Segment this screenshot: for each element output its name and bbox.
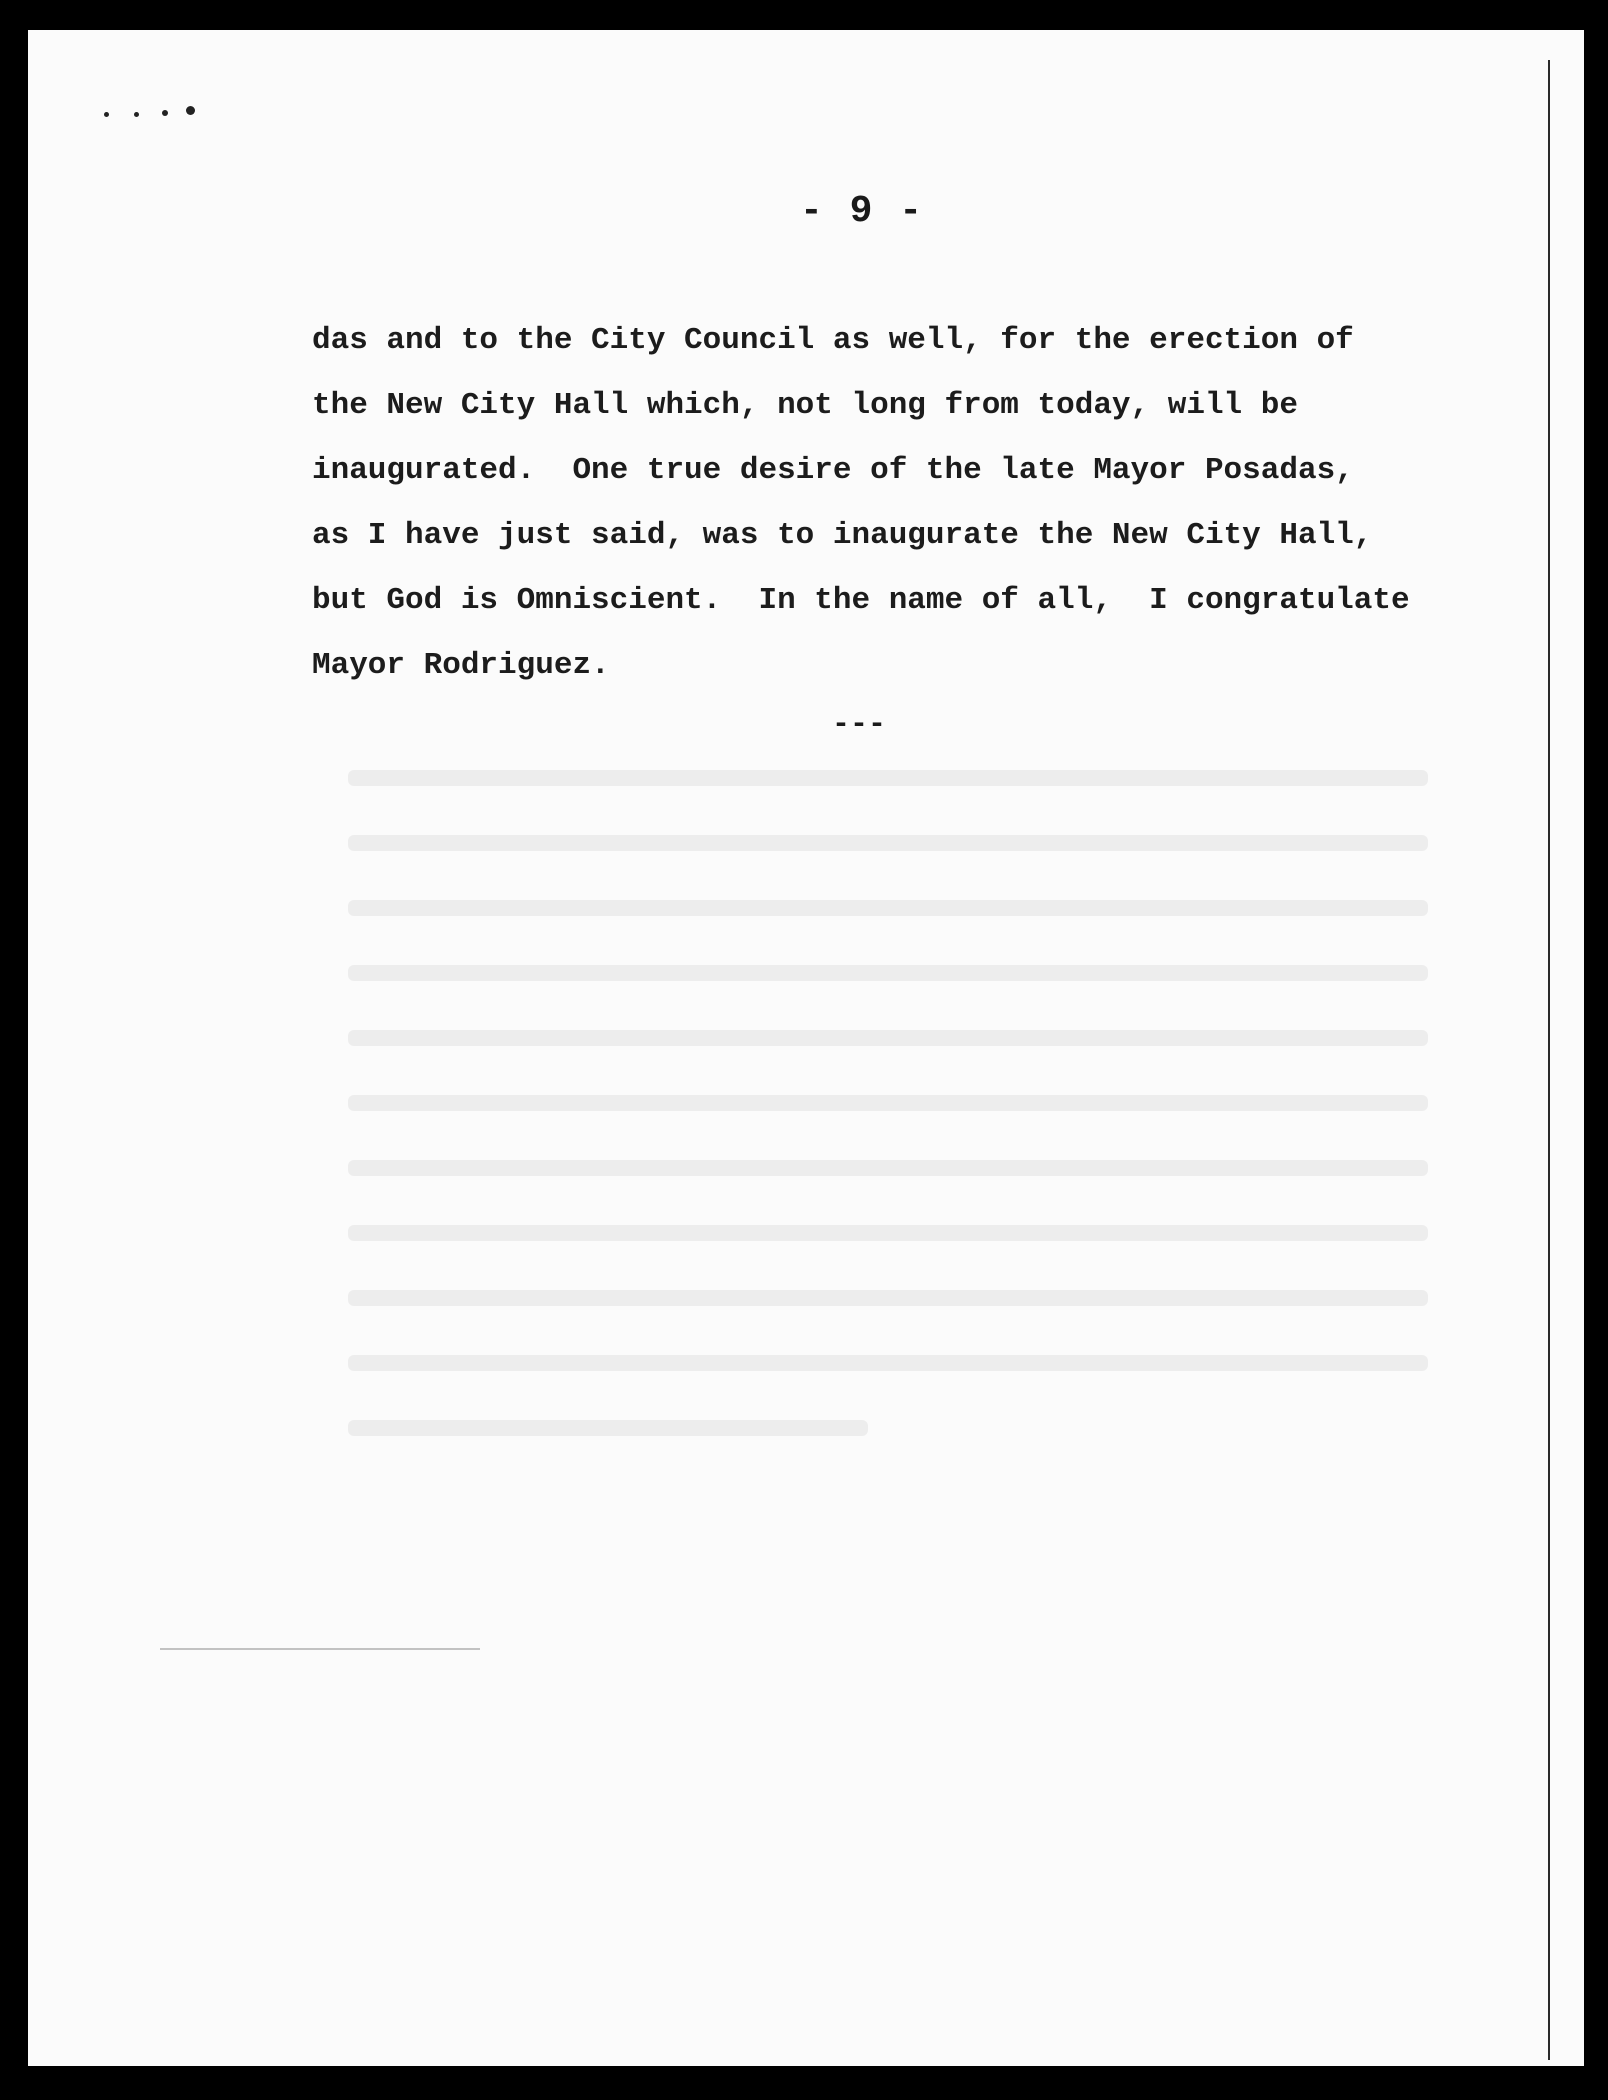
bleed-through-line xyxy=(348,900,1428,916)
text-line: inaugurated. One true desire of the late Mayor Posadas, xyxy=(312,453,1354,488)
bleed-through-line xyxy=(348,1355,1428,1371)
bleed-through-line xyxy=(348,1030,1428,1046)
bleed-through-line xyxy=(348,835,1428,851)
text-line: Mayor Rodriguez. xyxy=(312,648,610,683)
ink-speck xyxy=(134,112,139,117)
bleed-through-line xyxy=(348,1290,1428,1306)
bleed-through-line xyxy=(348,965,1428,981)
bleed-through-line xyxy=(348,1225,1428,1241)
text-line: as I have just said, was to inaugurate the New City Hall, xyxy=(312,518,1373,553)
faint-rule xyxy=(160,1648,480,1650)
ink-speck xyxy=(162,110,168,116)
text-line: but God is Omniscient. In the name of all, I congratulate xyxy=(312,583,1410,618)
body-text xyxy=(312,308,1462,698)
end-mark: --- xyxy=(832,708,887,742)
bleed-through-line xyxy=(348,770,1428,786)
ink-speck xyxy=(104,112,109,117)
ink-speck xyxy=(186,106,195,115)
page-number: - 9 - xyxy=(800,190,925,233)
bleed-through-line xyxy=(348,1095,1428,1111)
text-line: the New City Hall which, not long from today, will be xyxy=(312,388,1298,423)
text-line: das and to the City Council as well, for the erection of xyxy=(312,323,1354,358)
bleed-through-line xyxy=(348,1160,1428,1176)
bleed-through-line xyxy=(348,1420,868,1436)
page-edge xyxy=(1548,60,1550,2060)
